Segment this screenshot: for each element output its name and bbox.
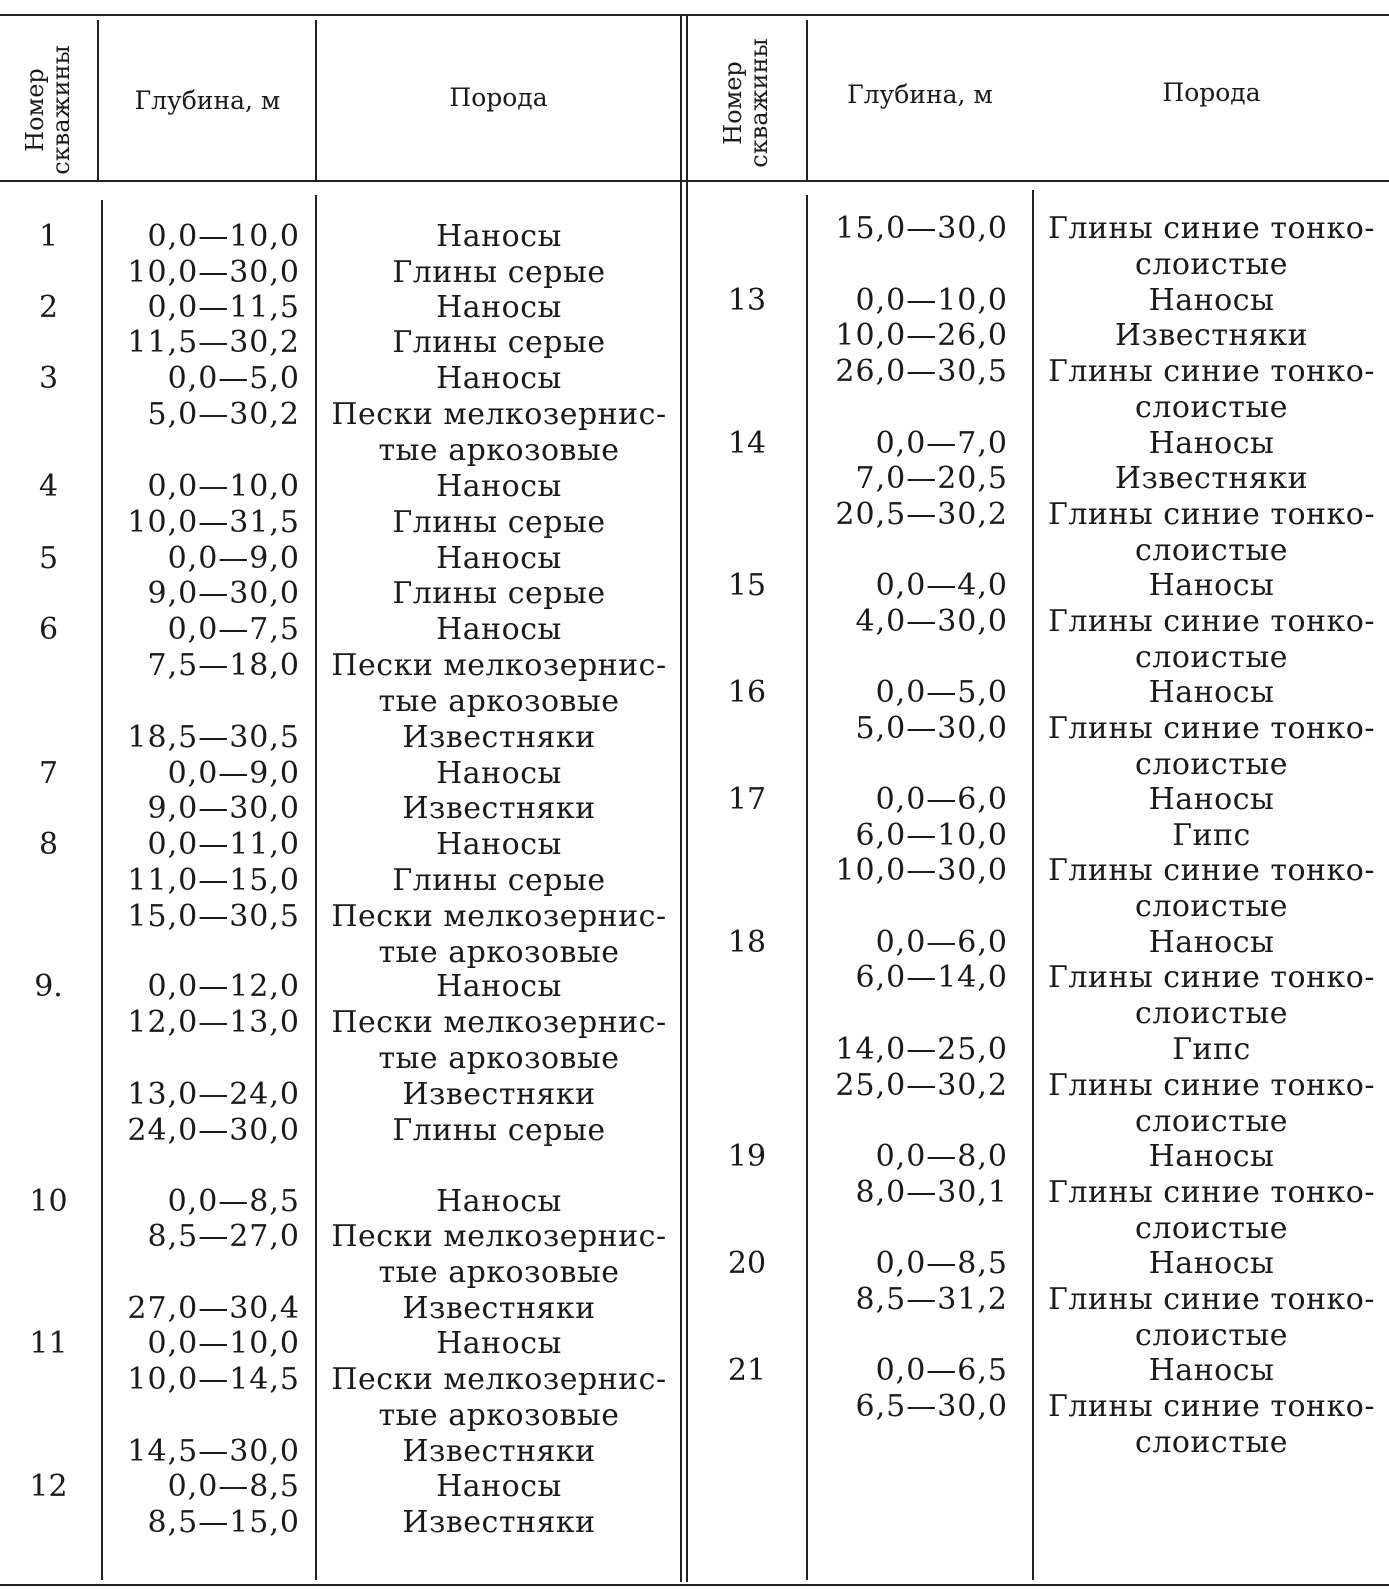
rock-type: Глины серые [392,863,606,898]
rock-type: Глины синие тонко- [1047,711,1375,746]
rock-type: Глины серые [392,505,606,540]
well-number: 1 [38,219,59,254]
rock-type: Наносы [436,1326,562,1361]
rock-type: тые аркозовые [378,1255,620,1290]
rock-type: Наносы [1148,1139,1275,1174]
depth-range: 0,0—6,0 [875,782,1008,817]
rock-type: тые аркозовые [378,433,620,468]
rock-type: слоистые [1135,889,1288,924]
rock-type: Известняки [402,791,596,826]
depth-range: 0,0—5,0 [875,675,1008,710]
rock-type: Пески мелкозернис- [331,1362,667,1397]
depth-range: 0,0—6,0 [875,925,1008,960]
well-number: 15 [727,568,767,603]
rock-type: Гипс [1172,818,1251,853]
rock-type: Наносы [1148,782,1275,817]
rock-type: тые аркозовые [378,1398,620,1433]
depth-range: 27,0—30,4 [127,1291,300,1326]
well-number: 21 [727,1353,767,1388]
rock-type: Глины серые [392,576,606,611]
depth-range: 0,0—8,5 [167,1469,300,1504]
depth-range: 8,0—30,1 [855,1175,1008,1210]
rock-type: тые аркозовые [378,1041,620,1076]
divider-a [680,16,682,1582]
depth-range: 14,0—25,0 [835,1032,1008,1067]
well-number: 9. [34,969,63,1004]
depth-range: 9,0—30,0 [147,576,300,611]
rock-type: Известняки [402,720,596,755]
rock-type: Наносы [436,290,562,325]
well-number: 12 [29,1469,68,1504]
well-number: 18 [727,925,767,960]
rock-type: Пески мелкозернис- [331,1219,667,1254]
well-number: 2 [38,290,59,325]
rock-type: Глины серые [392,255,606,290]
header-rule [0,180,1389,182]
rock-type: Наносы [1148,1353,1275,1388]
depth-range: 11,5—30,2 [127,325,300,360]
well-number: 17 [727,782,767,817]
rock-type: Глины синие тонко- [1047,604,1375,639]
depth-range: 0,0—8,5 [875,1246,1008,1281]
rock-type: Наносы [436,541,562,576]
well-number: 3 [38,361,59,396]
rock-type: Пески мелкозернис- [331,397,667,432]
depth-range: 25,0—30,2 [835,1068,1008,1103]
header-well-no-left [22,40,74,180]
rock-type: Наносы [436,756,562,791]
depth-range: 0,0—8,5 [167,1184,300,1219]
depth-range: 0,0—10,0 [147,469,300,504]
rock-type: Известняки [402,1291,596,1326]
rock-type: Глины синие тонко- [1047,960,1375,995]
rock-type: Глины синие тонко- [1047,853,1375,888]
depth-range: 15,0—30,0 [835,211,1008,246]
rock-type: Глины синие тонко- [1047,497,1375,532]
rock-type: Известняки [402,1077,596,1112]
header-depth-left: Глубина, м [134,86,281,115]
depth-range: 6,0—10,0 [855,818,1008,853]
rock-type: слоистые [1135,996,1288,1031]
col-rule-2b [315,195,317,1580]
rock-type: Глины синие тонко- [1047,1389,1375,1424]
rock-type: тые аркозовые [378,935,620,970]
well-number: 8 [38,827,59,862]
header-well-no-line2: скважины [47,45,75,175]
depth-range: 5,0—30,0 [855,711,1008,746]
rock-type: Глины синие тонко- [1047,1175,1375,1210]
header-well-no-line2: скважины [745,38,773,168]
header-rock-left: Порода [449,83,548,112]
depth-range: 6,0—14,0 [855,960,1008,995]
depth-range: 9,0—30,0 [147,791,300,826]
rock-type: слоистые [1135,747,1288,782]
rock-type: Пески мелкозернис- [331,648,667,683]
well-number: 13 [727,283,767,318]
rock-type: Наносы [436,361,562,396]
well-number: 4 [38,469,59,504]
rock-type: Наносы [1148,568,1275,603]
depth-range: 12,0—13,0 [127,1005,300,1040]
rock-type: Наносы [436,1469,562,1504]
depth-range: 8,5—31,2 [855,1282,1008,1317]
depth-range: 4,0—30,0 [855,604,1008,639]
depth-range: 15,0—30,5 [127,899,300,934]
header-well-no-right [720,33,772,173]
well-number: 6 [38,612,59,647]
depth-range: 10,0—14,5 [127,1362,300,1397]
depth-range: 0,0—7,5 [167,612,300,647]
rock-type: Известняки [402,1434,596,1469]
depth-range: 0,0—10,0 [855,283,1008,318]
rock-type: Наносы [1148,675,1275,710]
well-number: 14 [727,426,767,461]
bottom-rule [0,1584,1389,1586]
well-number: 19 [727,1139,767,1174]
top-rule [0,14,1389,16]
rock-type: Пески мелкозернис- [331,899,667,934]
rock-type: Глины серые [392,325,606,360]
depth-range: 10,0—26,0 [835,318,1008,353]
rock-type: тые аркозовые [378,684,620,719]
well-number: 11 [29,1326,68,1361]
depth-range: 7,5—18,0 [147,648,300,683]
depth-range: 0,0—9,0 [167,541,300,576]
header-rock-right: Порода [1162,78,1261,107]
rock-type: Глины синие тонко- [1047,1068,1375,1103]
depth-range: 18,5—30,5 [127,720,300,755]
depth-range: 26,0—30,5 [835,354,1008,389]
depth-range: 0,0—11,0 [147,827,300,862]
depth-range: 0,0—4,0 [875,568,1008,603]
well-number: 20 [727,1246,767,1281]
rock-type: слоистые [1135,1211,1288,1246]
depth-range: 0,0—11,5 [147,290,300,325]
rock-type: Наносы [436,469,562,504]
header-well-no-line1: Номер [719,61,747,145]
rock-type: Наносы [436,612,562,647]
rock-type: Глины синие тонко- [1047,354,1375,389]
depth-range: 0,0—10,0 [147,219,300,254]
depth-range: 8,5—15,0 [147,1505,300,1540]
depth-range: 14,5—30,0 [127,1434,300,1469]
rock-type: Наносы [1148,426,1275,461]
rock-type: Известняки [402,1505,596,1540]
header-well-no-line1: Номер [21,68,49,152]
depth-range: 0,0—8,0 [875,1139,1008,1174]
rock-type: слоистые [1135,1425,1288,1460]
rock-type: слоистые [1135,390,1288,425]
rock-type: слоистые [1135,247,1288,282]
rock-type: Известняки [1114,461,1309,496]
rock-type: слоистые [1135,640,1288,675]
depth-range: 20,5—30,2 [835,497,1008,532]
depth-range: 0,0—9,0 [167,756,300,791]
depth-range: 10,0—30,0 [835,853,1008,888]
depth-range: 10,0—30,0 [127,255,300,290]
well-number: 10 [29,1184,68,1219]
well-number: 7 [38,756,59,791]
depth-range: 6,5—30,0 [855,1389,1008,1424]
depth-range: 8,5—27,0 [147,1219,300,1254]
rock-type: Пески мелкозернис- [331,1005,667,1040]
header-depth-right: Глубина, м [847,80,993,109]
depth-range: 10,0—31,5 [127,505,300,540]
rock-type: Глины серые [392,1113,606,1148]
depth-range: 7,0—20,5 [855,461,1008,496]
depth-range: 0,0—10,0 [147,1326,300,1361]
depth-range: 5,0—30,2 [147,397,300,432]
well-number: 5 [38,541,59,576]
rock-type: Наносы [1148,283,1275,318]
depth-range: 0,0—12,0 [147,969,300,1004]
rock-type: Наносы [1148,925,1275,960]
depth-range: 0,0—6,5 [875,1353,1008,1388]
rock-type: слоистые [1135,1104,1288,1139]
rock-type: Глины синие тонко- [1047,211,1375,246]
rock-type: слоистые [1135,533,1288,568]
depth-range: 13,0—24,0 [127,1077,300,1112]
rock-type: Наносы [436,969,562,1004]
depth-range: 0,0—5,0 [167,361,300,396]
rock-type: Наносы [436,219,562,254]
rock-type: Наносы [436,827,562,862]
rock-type: Гипс [1172,1032,1251,1067]
depth-range: 24,0—30,0 [127,1113,300,1148]
col-rule-1 [97,20,99,180]
rock-type: Глины синие тонко- [1047,1282,1375,1317]
depth-range: 0,0—7,0 [875,426,1008,461]
rock-type: Наносы [436,1184,562,1219]
rock-type: Наносы [1148,1246,1275,1281]
rock-type: слоистые [1135,1318,1288,1353]
rock-type: Известняки [1114,318,1309,353]
well-number: 16 [727,675,767,710]
depth-range: 11,0—15,0 [127,863,300,898]
